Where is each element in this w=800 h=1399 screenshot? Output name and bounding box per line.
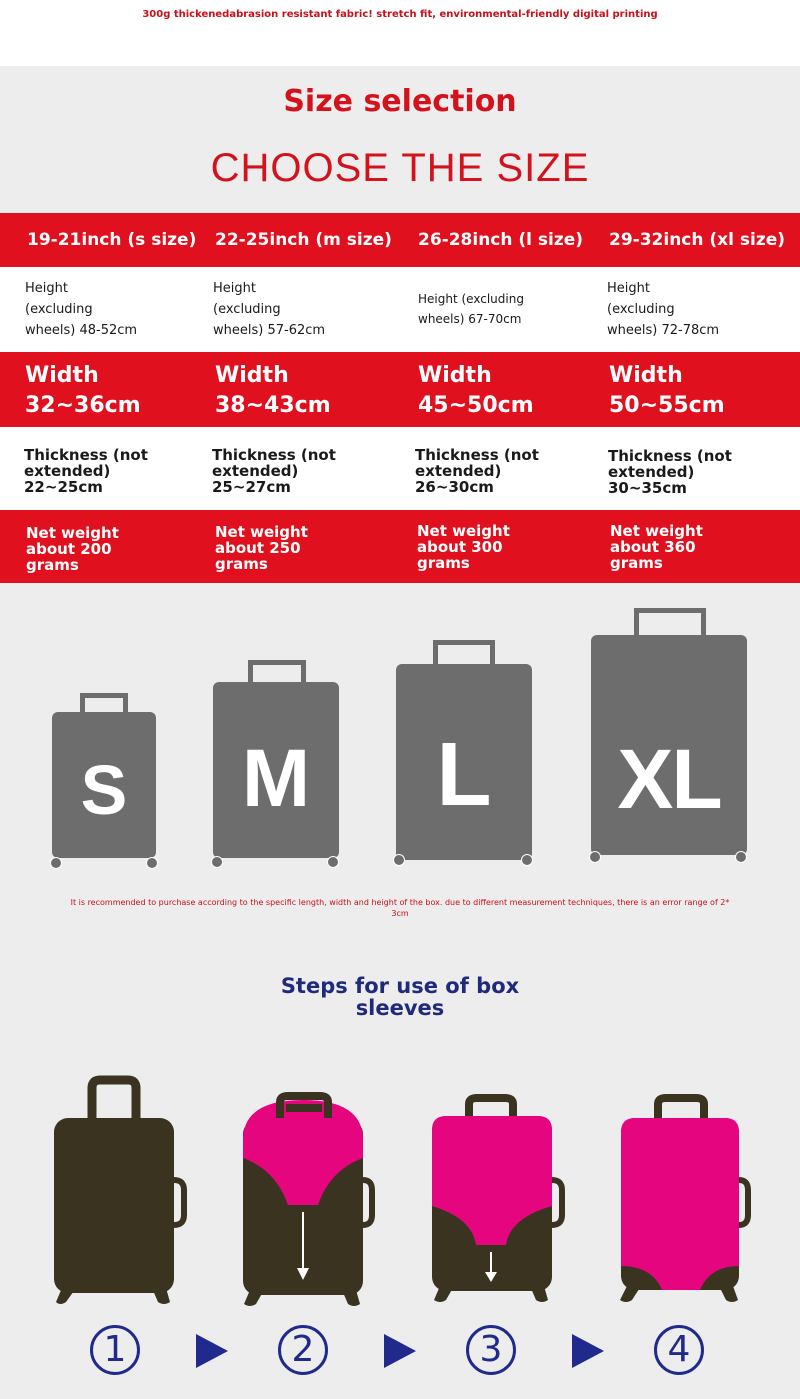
step-1-badge: 1 xyxy=(90,1325,140,1375)
step4-suitcase-icon xyxy=(620,1098,748,1302)
arrow-right-icon xyxy=(384,1334,416,1368)
weight-value: about 360 xyxy=(610,538,696,556)
height-text: (excluding xyxy=(607,302,675,317)
step3-suitcase-icon xyxy=(432,1098,562,1302)
height-value: wheels) 67-70cm xyxy=(418,312,522,326)
height-text: (excluding xyxy=(213,302,281,317)
weight-row xyxy=(0,510,800,583)
weight-s xyxy=(26,525,119,573)
wheel-icon xyxy=(393,854,405,866)
height-row xyxy=(0,267,800,352)
suitcase-l-icon xyxy=(393,640,535,870)
weight-xl xyxy=(610,523,703,571)
width-label: Width xyxy=(418,363,492,388)
weight-label: Net weight xyxy=(417,522,510,540)
suitcase-xl-icon xyxy=(588,608,752,870)
size-header-s: 19-21inch (s size) xyxy=(27,230,197,250)
arrow-right-icon xyxy=(572,1334,604,1368)
steps-title xyxy=(0,975,800,1019)
width-value: 45~50cm xyxy=(418,393,534,418)
thickness-m xyxy=(212,447,336,495)
height-m xyxy=(213,278,325,341)
wheel-icon xyxy=(327,856,339,868)
height-value: wheels) 72-78cm xyxy=(607,323,720,338)
wheel-icon xyxy=(50,857,62,869)
weight-unit: grams xyxy=(26,556,79,574)
weight-label: Net weight xyxy=(26,524,119,542)
thickness-l xyxy=(415,447,539,495)
steps-title-line-2: sleeves xyxy=(355,996,445,1020)
weight-label: Net weight xyxy=(215,523,308,541)
step2-suitcase-icon xyxy=(243,1096,372,1306)
wheel-icon xyxy=(735,851,747,863)
width-l xyxy=(418,361,534,421)
width-value: 32~36cm xyxy=(25,393,141,418)
suitcase-body xyxy=(591,635,747,855)
suitcase-body xyxy=(396,664,532,860)
width-label: Width xyxy=(215,363,289,388)
step-4-badge: 4 xyxy=(654,1325,704,1375)
wheel-icon xyxy=(589,851,601,863)
height-label: Height xyxy=(213,281,256,296)
size-letter: L xyxy=(436,725,492,825)
thickness-label-2: extended) xyxy=(24,462,111,480)
weight-value: about 250 xyxy=(215,539,301,557)
weight-unit: grams xyxy=(215,555,268,573)
suitcase-m-icon xyxy=(211,660,341,870)
thickness-label: Thickness (not xyxy=(24,446,148,464)
width-label: Width xyxy=(609,363,683,388)
thickness-row xyxy=(0,427,800,510)
size-header-m: 22-25inch (m size) xyxy=(215,230,392,250)
width-xl xyxy=(609,361,725,421)
suitcase-s-icon xyxy=(50,693,158,868)
thickness-value: 30~35cm xyxy=(608,479,687,497)
height-label: Height (excluding xyxy=(418,292,524,306)
height-label: Height xyxy=(25,281,68,296)
height-l xyxy=(418,289,524,329)
wheel-icon xyxy=(211,856,223,868)
size-letter: XL xyxy=(617,732,721,826)
weight-value: about 200 xyxy=(26,540,112,558)
thickness-label: Thickness (not xyxy=(415,446,539,464)
weight-unit: grams xyxy=(417,554,470,572)
weight-value: about 300 xyxy=(417,538,503,556)
width-s xyxy=(25,361,141,421)
thickness-label-2: extended) xyxy=(608,463,695,481)
thickness-label: Thickness (not xyxy=(212,446,336,464)
width-label: Width xyxy=(25,363,99,388)
width-row xyxy=(0,352,800,427)
wheel-icon xyxy=(521,854,533,866)
suitcase-body xyxy=(52,712,156,858)
size-header-row xyxy=(0,213,800,267)
thickness-label: Thickness (not xyxy=(608,447,732,465)
step-2-badge: 2 xyxy=(278,1325,328,1375)
size-header-xl: 29-32inch (xl size) xyxy=(609,230,786,250)
step-3-badge: 3 xyxy=(466,1325,516,1375)
section-title: Size selection xyxy=(283,84,517,119)
weight-label: Net weight xyxy=(610,522,703,540)
fabric-note: 300g thickenedabrasion resistant fabric! stretch fit, environmental-friendly digital printing xyxy=(142,9,658,20)
height-value: wheels) 57-62cm xyxy=(213,323,326,338)
weight-m xyxy=(215,524,308,572)
steps-title-line-1: Steps for use of box xyxy=(280,974,520,998)
thickness-value: 25~27cm xyxy=(212,478,291,496)
wheel-icon xyxy=(146,857,158,869)
width-value: 38~43cm xyxy=(215,393,331,418)
height-xl xyxy=(607,278,719,341)
thickness-value: 22~25cm xyxy=(24,478,103,496)
height-text: (excluding xyxy=(25,302,93,317)
width-m xyxy=(215,361,331,421)
weight-l xyxy=(417,523,510,571)
width-value: 50~55cm xyxy=(609,393,725,418)
height-s xyxy=(25,278,137,341)
thickness-s xyxy=(24,447,148,495)
steps-illustration xyxy=(0,1070,800,1310)
height-value: wheels) 48-52cm xyxy=(25,323,138,338)
height-label: Height xyxy=(607,281,650,296)
size-letter: M xyxy=(241,733,311,824)
section-subtitle: CHOOSE THE SIZE xyxy=(210,146,590,190)
thickness-value: 26~30cm xyxy=(415,478,494,496)
suitcase-body xyxy=(213,682,339,858)
thickness-xl xyxy=(608,448,732,496)
weight-unit: grams xyxy=(610,554,663,572)
thickness-label-2: extended) xyxy=(415,462,502,480)
size-letter: S xyxy=(80,751,128,829)
arrow-right-icon xyxy=(196,1334,228,1368)
thickness-label-2: extended) xyxy=(212,462,299,480)
measurement-note: It is recommended to purchase according to the specific length, width and height of the box. due to different measurement techniques, there is an error range of 2* 3cm xyxy=(70,898,730,918)
step1-suitcase-icon xyxy=(54,1080,184,1304)
size-header-l: 26-28inch (l size) xyxy=(418,230,584,250)
